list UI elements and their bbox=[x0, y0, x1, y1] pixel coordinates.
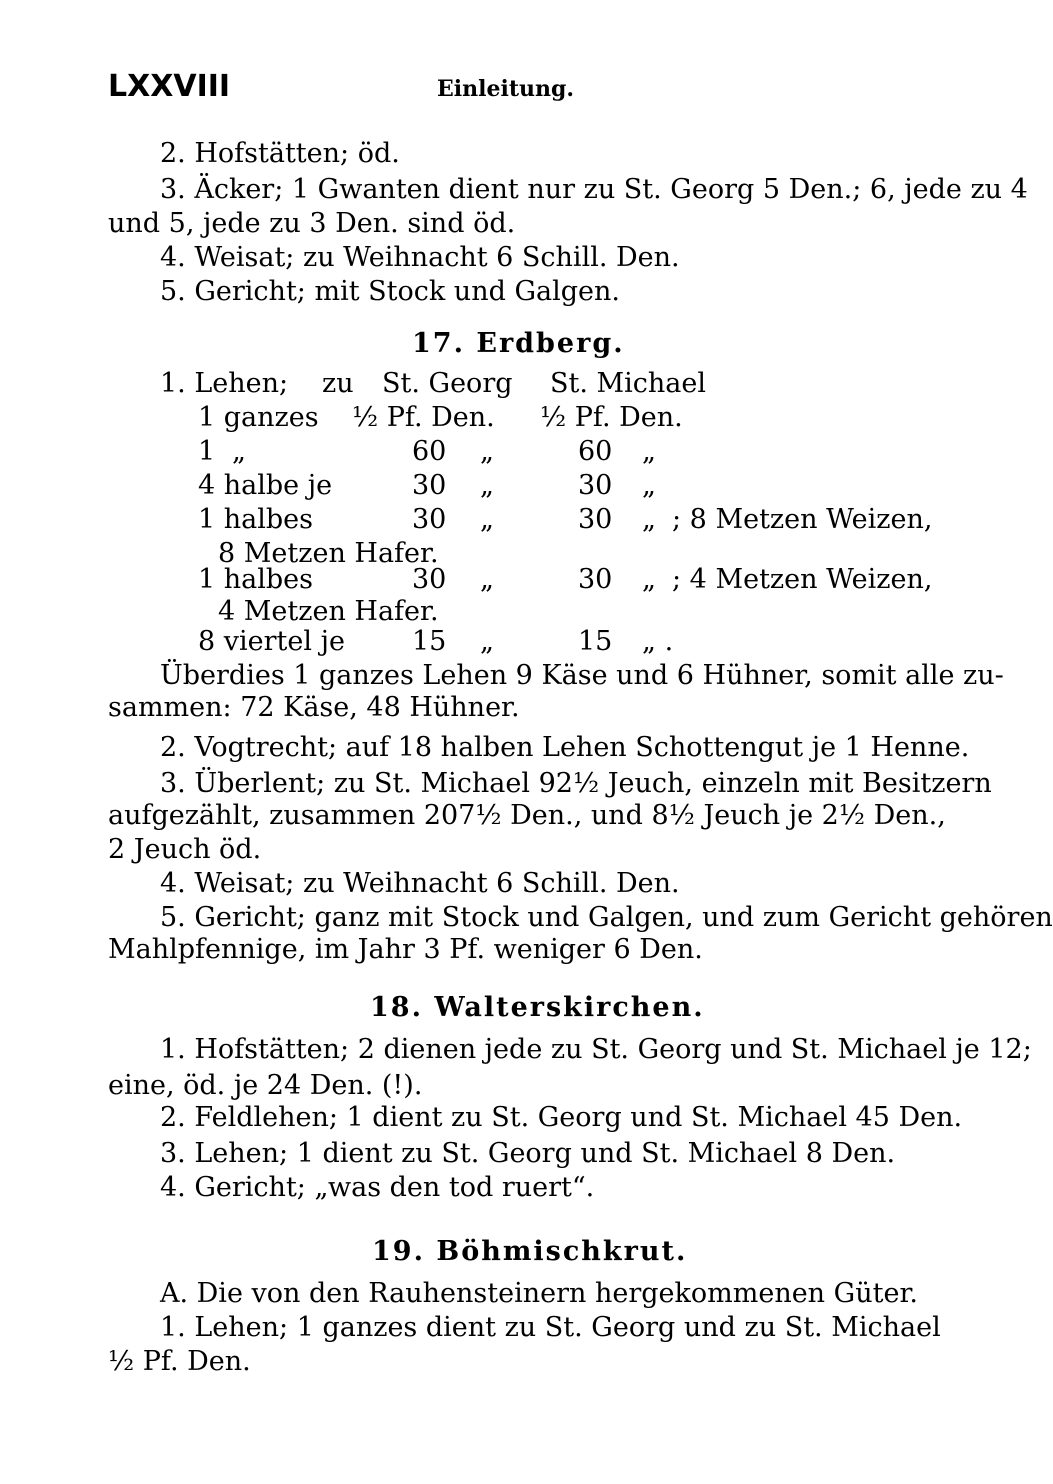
table-header-cell: zu bbox=[322, 368, 354, 399]
table-cell: 4 Metzen Hafer. bbox=[218, 596, 439, 627]
table-cell: 30 bbox=[578, 504, 613, 535]
ditto-mark: „ bbox=[642, 470, 656, 501]
table-cell: 30 bbox=[412, 504, 447, 535]
section-heading: 19. Böhmischkrut. bbox=[372, 1236, 688, 1267]
table-cell: 60 bbox=[578, 436, 613, 467]
text-line: aufgezählt, zusammen 207½ Den., und 8½ Jeuch je 2½ Den., bbox=[108, 800, 946, 831]
table-cell: ½ Pf. Den. bbox=[352, 402, 495, 433]
table-cell: ; 4 Metzen Weizen, bbox=[672, 564, 933, 595]
text-line: und 5, jede zu 3 Den. sind öd. bbox=[108, 208, 516, 239]
table-cell: 60 bbox=[412, 436, 447, 467]
ditto-mark: „ bbox=[480, 626, 494, 657]
text-line: 1. Hofstätten; 2 dienen jede zu St. Georg und St. Michael je 12; bbox=[160, 1034, 1032, 1065]
section-heading: 17. Erdberg. bbox=[412, 328, 625, 359]
ditto-mark: „ bbox=[480, 564, 494, 595]
table-cell: 8 Metzen Hafer. bbox=[218, 538, 439, 569]
ditto-mark: „ . bbox=[642, 626, 674, 657]
table-header-cell: 1. Lehen; bbox=[160, 368, 289, 399]
running-title: Einleitung. bbox=[437, 76, 575, 102]
text-line: ½ Pf. Den. bbox=[108, 1346, 251, 1377]
text-line: 3. Überlent; zu St. Michael 92½ Jeuch, einzeln mit Besitzern bbox=[160, 768, 992, 799]
table-cell: 1 halbes bbox=[198, 504, 314, 535]
table-cell: 1 ganzes bbox=[198, 402, 319, 433]
ditto-mark: „ bbox=[642, 436, 656, 467]
text-line: 4. Weisat; zu Weihnacht 6 Schill. Den. bbox=[160, 868, 680, 899]
text-line: 2. Feldlehen; 1 dient zu St. Georg und St. Michael 45 Den. bbox=[160, 1102, 963, 1133]
table-header-cell: St. Georg bbox=[382, 368, 513, 399]
text-line: 2. Hofstätten; öd. bbox=[160, 138, 400, 169]
text-line: Mahlpfennige, im Jahr 3 Pf. weniger 6 Den. bbox=[108, 934, 703, 965]
ditto-mark: „ bbox=[642, 504, 656, 535]
table-cell: 1 halbes bbox=[198, 564, 314, 595]
text-line: 4. Weisat; zu Weihnacht 6 Schill. Den. bbox=[160, 242, 680, 273]
text-line: Überdies 1 ganzes Lehen 9 Käse und 6 Hühner, somit alle zu- bbox=[160, 660, 1004, 691]
table-cell: 30 bbox=[412, 564, 447, 595]
text-line: 3. Äcker; 1 Gwanten dient nur zu St. Georg 5 Den.; 6, jede zu 4 bbox=[160, 174, 1028, 205]
table-header-cell: St. Michael bbox=[550, 368, 707, 399]
text-line: 5. Gericht; mit Stock und Galgen. bbox=[160, 276, 620, 307]
text-line: sammen: 72 Käse, 48 Hühner. bbox=[108, 692, 520, 723]
table-cell: ½ Pf. Den. bbox=[540, 402, 683, 433]
text-line: 1. Lehen; 1 ganzes dient zu St. Georg und zu St. Michael bbox=[160, 1312, 941, 1343]
text-line: A. Die von den Rauhensteinern hergekommenen Güter. bbox=[160, 1278, 918, 1309]
table-cell: 30 bbox=[412, 470, 447, 501]
text-line: 3. Lehen; 1 dient zu St. Georg und St. Michael 8 Den. bbox=[160, 1138, 896, 1169]
text-line: 4. Gericht; „was den tod ruert“. bbox=[160, 1172, 595, 1203]
table-cell: 1 bbox=[198, 436, 216, 467]
table-cell: 15 bbox=[412, 626, 447, 657]
ditto-mark: „ bbox=[480, 504, 494, 535]
table-cell: 30 bbox=[578, 470, 613, 501]
ditto-mark: „ bbox=[232, 436, 246, 467]
table-cell: 4 halbe je bbox=[198, 470, 333, 501]
table-cell: 15 bbox=[578, 626, 613, 657]
text-line: 2 Jeuch öd. bbox=[108, 834, 262, 865]
text-line: 2. Vogtrecht; auf 18 halben Lehen Schottengut je 1 Henne. bbox=[160, 732, 970, 763]
text-line: eine, öd. je 24 Den. (!). bbox=[108, 1070, 423, 1101]
table-cell: 8 viertel je bbox=[198, 626, 345, 657]
ditto-mark: „ bbox=[480, 436, 494, 467]
page-number: LXXVIII bbox=[108, 69, 231, 104]
ditto-mark: „ bbox=[642, 564, 656, 595]
table-cell: 30 bbox=[578, 564, 613, 595]
section-heading: 18. Walterskirchen. bbox=[370, 992, 705, 1023]
ditto-mark: „ bbox=[480, 470, 494, 501]
table-cell: ; 8 Metzen Weizen, bbox=[672, 504, 933, 535]
text-line: 5. Gericht; ganz mit Stock und Galgen, und zum Gericht gehören bbox=[160, 902, 1053, 933]
